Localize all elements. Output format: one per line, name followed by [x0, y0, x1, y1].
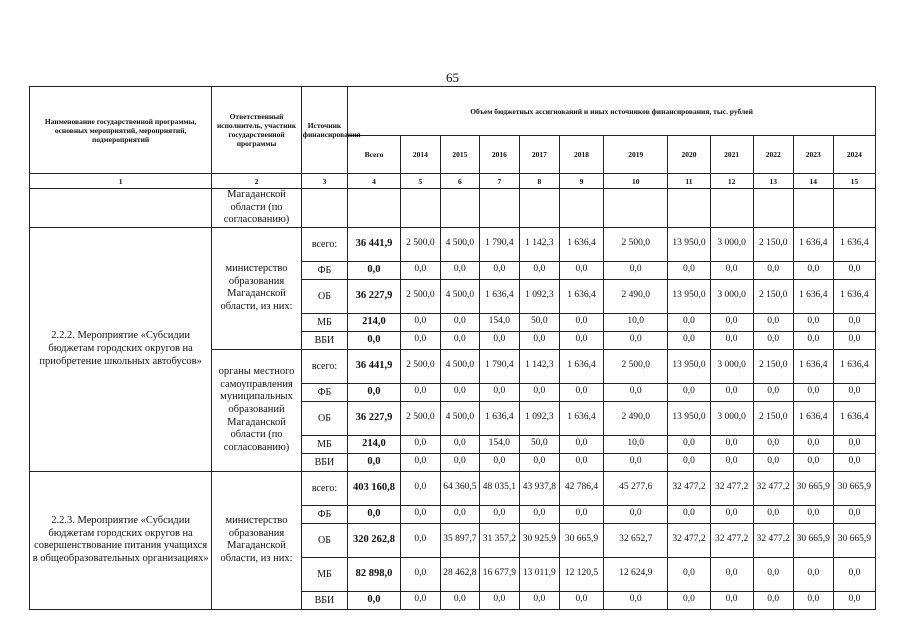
year-value: 0,0	[710, 261, 753, 279]
year-value: 0,0	[604, 383, 668, 401]
year-value: 1 636,4	[793, 401, 833, 435]
year-value: 0,0	[753, 331, 793, 349]
page-number: 65	[446, 70, 459, 85]
year-value: 0,0	[400, 523, 440, 557]
funding-source: ФБ	[301, 261, 347, 279]
empty-cell	[833, 189, 875, 228]
header-year: 2017	[519, 136, 559, 174]
column-number: 15	[833, 174, 875, 189]
year-value: 50,0	[519, 435, 559, 453]
year-value: 0,0	[400, 471, 440, 505]
total-value: 0,0	[348, 453, 401, 471]
year-value: 1 092,3	[519, 279, 559, 313]
year-value: 0,0	[519, 331, 559, 349]
year-value: 154,0	[479, 313, 519, 331]
year-value: 0,0	[400, 591, 440, 609]
year-value: 3 000,0	[710, 227, 753, 261]
year-value: 4 500,0	[440, 349, 479, 383]
funding-source: всего:	[301, 227, 347, 261]
year-value: 2 490,0	[604, 401, 668, 435]
table-row	[30, 227, 876, 261]
year-value: 0,0	[793, 261, 833, 279]
year-value: 2 490,0	[604, 279, 668, 313]
year-value: 0,0	[833, 313, 875, 331]
funding-source: ФБ	[301, 505, 347, 523]
year-value: 10,0	[604, 313, 668, 331]
year-value: 45 277,6	[604, 471, 668, 505]
year-value: 0,0	[604, 591, 668, 609]
year-value: 43 937,8	[519, 471, 559, 505]
year-value: 0,0	[668, 383, 710, 401]
executor-name: органы местного самоуправления муниципальных образований Магаданской области (по согласованию)	[212, 349, 302, 471]
year-value: 0,0	[604, 331, 668, 349]
year-value: 2 150,0	[753, 227, 793, 261]
year-value: 0,0	[668, 261, 710, 279]
year-value: 30 665,9	[793, 471, 833, 505]
year-value: 0,0	[793, 331, 833, 349]
year-value: 1 636,4	[833, 401, 875, 435]
empty-cell	[753, 189, 793, 228]
header-year: 2016	[479, 136, 519, 174]
year-value: 0,0	[559, 313, 603, 331]
header-year: 2014	[400, 136, 440, 174]
year-value: 0,0	[519, 453, 559, 471]
empty-cell	[348, 189, 401, 228]
year-value: 0,0	[559, 331, 603, 349]
year-value: 32 477,2	[753, 523, 793, 557]
year-value: 0,0	[519, 591, 559, 609]
year-value: 0,0	[604, 261, 668, 279]
total-value: 0,0	[348, 331, 401, 349]
header-total: Всего	[348, 136, 401, 174]
year-value: 2 500,0	[400, 349, 440, 383]
year-value: 0,0	[668, 331, 710, 349]
header-source: Источник финансирования	[301, 87, 347, 174]
year-value: 2 500,0	[400, 401, 440, 435]
year-value: 1 790,4	[479, 349, 519, 383]
year-value: 4 500,0	[440, 401, 479, 435]
year-value: 48 035,1	[479, 471, 519, 505]
year-value: 0,0	[479, 261, 519, 279]
year-value: 0,0	[519, 261, 559, 279]
year-value: 0,0	[400, 505, 440, 523]
empty-cell	[30, 189, 212, 228]
year-value: 0,0	[833, 331, 875, 349]
table-header	[30, 87, 876, 189]
year-value: 30 925,9	[519, 523, 559, 557]
year-value: 2 500,0	[604, 349, 668, 383]
year-value: 13 011,9	[519, 557, 559, 591]
funding-source: ФБ	[301, 383, 347, 401]
year-value: 0,0	[833, 261, 875, 279]
total-value: 0,0	[348, 261, 401, 279]
year-value: 0,0	[710, 557, 753, 591]
year-value: 0,0	[400, 383, 440, 401]
total-value: 403 160,8	[348, 471, 401, 505]
column-number: 5	[400, 174, 440, 189]
year-value: 1 636,4	[479, 401, 519, 435]
year-value: 13 950,0	[668, 349, 710, 383]
year-value: 0,0	[479, 453, 519, 471]
year-value: 30 665,9	[559, 523, 603, 557]
year-value: 3 000,0	[710, 401, 753, 435]
header-year: 2021	[710, 136, 753, 174]
year-value: 1 636,4	[793, 349, 833, 383]
year-value: 0,0	[710, 313, 753, 331]
header-year: 2015	[440, 136, 479, 174]
column-number: 12	[710, 174, 753, 189]
year-value: 0,0	[559, 505, 603, 523]
year-value: 12 624,9	[604, 557, 668, 591]
funding-source: ОБ	[301, 523, 347, 557]
year-value: 0,0	[440, 313, 479, 331]
year-value: 0,0	[753, 591, 793, 609]
header-name: Наименование государственной программы, основных мероприятий, мероприятий, подмероприятий	[30, 87, 212, 174]
column-number: 10	[604, 174, 668, 189]
year-value: 0,0	[604, 505, 668, 523]
year-value: 2 500,0	[604, 227, 668, 261]
column-number: 4	[348, 174, 401, 189]
year-value: 0,0	[519, 505, 559, 523]
header-budget: Объем бюджетных ассигнований и иных источников финансирования, тыс. рублей	[348, 87, 876, 136]
year-value: 2 500,0	[400, 279, 440, 313]
year-value: 30 665,9	[833, 523, 875, 557]
funding-source: МБ	[301, 557, 347, 591]
year-value: 0,0	[559, 453, 603, 471]
empty-cell	[793, 189, 833, 228]
year-value: 3 000,0	[710, 349, 753, 383]
year-value: 13 950,0	[668, 401, 710, 435]
year-value: 0,0	[710, 331, 753, 349]
year-value: 0,0	[833, 435, 875, 453]
year-value: 1 636,4	[793, 279, 833, 313]
funding-source: всего:	[301, 349, 347, 383]
column-number: 11	[668, 174, 710, 189]
year-value: 0,0	[559, 591, 603, 609]
year-value: 0,0	[479, 591, 519, 609]
year-value: 2 500,0	[400, 227, 440, 261]
year-value: 0,0	[793, 313, 833, 331]
year-value: 50,0	[519, 313, 559, 331]
year-value: 0,0	[793, 557, 833, 591]
year-value: 1 142,3	[519, 227, 559, 261]
year-value: 0,0	[753, 453, 793, 471]
year-value: 1 636,4	[833, 349, 875, 383]
year-value: 0,0	[479, 383, 519, 401]
year-value: 1 636,4	[559, 279, 603, 313]
year-value: 32 477,2	[710, 523, 753, 557]
year-value: 0,0	[440, 383, 479, 401]
total-value: 214,0	[348, 435, 401, 453]
year-value: 30 665,9	[833, 471, 875, 505]
header-year: 2020	[668, 136, 710, 174]
year-value: 31 357,2	[479, 523, 519, 557]
funding-source: ОБ	[301, 401, 347, 435]
year-value: 2 150,0	[753, 279, 793, 313]
year-value: 0,0	[400, 331, 440, 349]
year-value: 2 150,0	[753, 349, 793, 383]
header-year: 2023	[793, 136, 833, 174]
year-value: 0,0	[668, 591, 710, 609]
column-number: 6	[440, 174, 479, 189]
column-number: 8	[519, 174, 559, 189]
year-value: 32 477,2	[668, 523, 710, 557]
year-value: 1 092,3	[519, 401, 559, 435]
year-value: 0,0	[479, 505, 519, 523]
year-value: 1 636,4	[833, 227, 875, 261]
year-value: 0,0	[519, 383, 559, 401]
column-numbers-row	[30, 174, 876, 189]
year-value: 3 000,0	[710, 279, 753, 313]
year-value: 0,0	[479, 331, 519, 349]
empty-cell	[668, 189, 710, 228]
empty-cell	[559, 189, 603, 228]
year-value: 4 500,0	[440, 227, 479, 261]
year-value: 0,0	[559, 383, 603, 401]
year-value: 0,0	[400, 435, 440, 453]
funding-source: ОБ	[301, 279, 347, 313]
total-value: 36 441,9	[348, 227, 401, 261]
year-value: 0,0	[440, 453, 479, 471]
budget-table	[29, 86, 876, 610]
year-value: 0,0	[833, 591, 875, 609]
year-value: 1 636,4	[793, 227, 833, 261]
year-value: 0,0	[668, 505, 710, 523]
year-value: 0,0	[833, 453, 875, 471]
year-value: 4 500,0	[440, 279, 479, 313]
measure-title: 2.2.2. Мероприятие «Субсидии бюджетам городских округов на приобретение школьных автобусов»	[30, 227, 212, 471]
year-value: 0,0	[440, 435, 479, 453]
year-value: 0,0	[668, 435, 710, 453]
year-value: 0,0	[440, 591, 479, 609]
year-value: 0,0	[753, 313, 793, 331]
total-value: 82 898,0	[348, 557, 401, 591]
header-year: 2018	[559, 136, 603, 174]
funding-source: МБ	[301, 435, 347, 453]
year-value: 0,0	[793, 591, 833, 609]
funding-source: ВБИ	[301, 331, 347, 349]
header-year: 2022	[753, 136, 793, 174]
empty-cell	[301, 189, 347, 228]
table-row	[30, 471, 876, 505]
year-value: 0,0	[400, 313, 440, 331]
total-value: 36 227,9	[348, 401, 401, 435]
empty-cell	[710, 189, 753, 228]
measure-title: 2.2.3. Мероприятие «Субсидии бюджетам городских округов на совершенствование питания учащихся в общеобразовательных организациях»	[30, 471, 212, 609]
year-value: 0,0	[833, 383, 875, 401]
column-number: 7	[479, 174, 519, 189]
total-value: 0,0	[348, 505, 401, 523]
year-value: 64 360,5	[440, 471, 479, 505]
year-value: 0,0	[559, 261, 603, 279]
year-value: 1 636,4	[559, 401, 603, 435]
year-value: 0,0	[400, 453, 440, 471]
year-value: 32 652,7	[604, 523, 668, 557]
year-value: 32 477,2	[668, 471, 710, 505]
continuation-executor: Магаданской области (по согласованию)	[212, 189, 302, 228]
year-value: 0,0	[668, 557, 710, 591]
year-value: 10,0	[604, 435, 668, 453]
executor-name: министерство образования Магаданской области, из них:	[212, 227, 302, 349]
year-value: 0,0	[604, 453, 668, 471]
empty-cell	[400, 189, 440, 228]
empty-cell	[479, 189, 519, 228]
year-value: 0,0	[793, 383, 833, 401]
funding-source: МБ	[301, 313, 347, 331]
year-value: 0,0	[668, 313, 710, 331]
column-number: 3	[301, 174, 347, 189]
year-value: 0,0	[753, 505, 793, 523]
year-value: 0,0	[440, 261, 479, 279]
year-value: 13 950,0	[668, 227, 710, 261]
executor-name: министерство образования Магаданской области, из них:	[212, 471, 302, 609]
year-value: 0,0	[793, 435, 833, 453]
funding-source: всего:	[301, 471, 347, 505]
year-value: 0,0	[668, 453, 710, 471]
header-year: 2024	[833, 136, 875, 174]
year-value: 1 142,3	[519, 349, 559, 383]
year-value: 12 120,5	[559, 557, 603, 591]
total-value: 214,0	[348, 313, 401, 331]
empty-cell	[604, 189, 668, 228]
year-value: 32 477,2	[710, 471, 753, 505]
year-value: 42 786,4	[559, 471, 603, 505]
year-value: 28 462,8	[440, 557, 479, 591]
year-value: 0,0	[833, 505, 875, 523]
year-value: 0,0	[793, 453, 833, 471]
continuation-row	[30, 189, 876, 228]
year-value: 30 665,9	[793, 523, 833, 557]
year-value: 1 636,4	[833, 279, 875, 313]
total-value: 36 441,9	[348, 349, 401, 383]
column-number: 14	[793, 174, 833, 189]
column-number: 13	[753, 174, 793, 189]
year-value: 2 150,0	[753, 401, 793, 435]
year-value: 0,0	[440, 331, 479, 349]
table-body	[30, 189, 876, 610]
year-value: 0,0	[710, 435, 753, 453]
year-value: 0,0	[753, 557, 793, 591]
year-value: 13 950,0	[668, 279, 710, 313]
total-value: 36 227,9	[348, 279, 401, 313]
year-value: 16 677,9	[479, 557, 519, 591]
year-value: 0,0	[833, 557, 875, 591]
year-value: 0,0	[753, 261, 793, 279]
header-year: 2019	[604, 136, 668, 174]
total-value: 0,0	[348, 591, 401, 609]
year-value: 0,0	[400, 261, 440, 279]
year-value: 0,0	[710, 505, 753, 523]
year-value: 1 790,4	[479, 227, 519, 261]
column-number: 1	[30, 174, 212, 189]
year-value: 32 477,2	[753, 471, 793, 505]
funding-source: ВБИ	[301, 591, 347, 609]
year-value: 0,0	[400, 557, 440, 591]
year-value: 0,0	[793, 505, 833, 523]
year-value: 35 897,7	[440, 523, 479, 557]
year-value: 1 636,4	[559, 349, 603, 383]
year-value: 0,0	[753, 383, 793, 401]
year-value: 0,0	[710, 383, 753, 401]
year-value: 0,0	[440, 505, 479, 523]
year-value: 154,0	[479, 435, 519, 453]
empty-cell	[440, 189, 479, 228]
year-value: 0,0	[710, 453, 753, 471]
year-value: 0,0	[753, 435, 793, 453]
year-value: 1 636,4	[479, 279, 519, 313]
header-executor: Ответственный исполнитель, участник государственной программы	[212, 87, 302, 174]
year-value: 0,0	[710, 591, 753, 609]
total-value: 0,0	[348, 383, 401, 401]
funding-source: ВБИ	[301, 453, 347, 471]
year-value: 0,0	[559, 435, 603, 453]
column-number: 9	[559, 174, 603, 189]
year-value: 1 636,4	[559, 227, 603, 261]
total-value: 320 262,8	[348, 523, 401, 557]
empty-cell	[519, 189, 559, 228]
column-number: 2	[212, 174, 302, 189]
